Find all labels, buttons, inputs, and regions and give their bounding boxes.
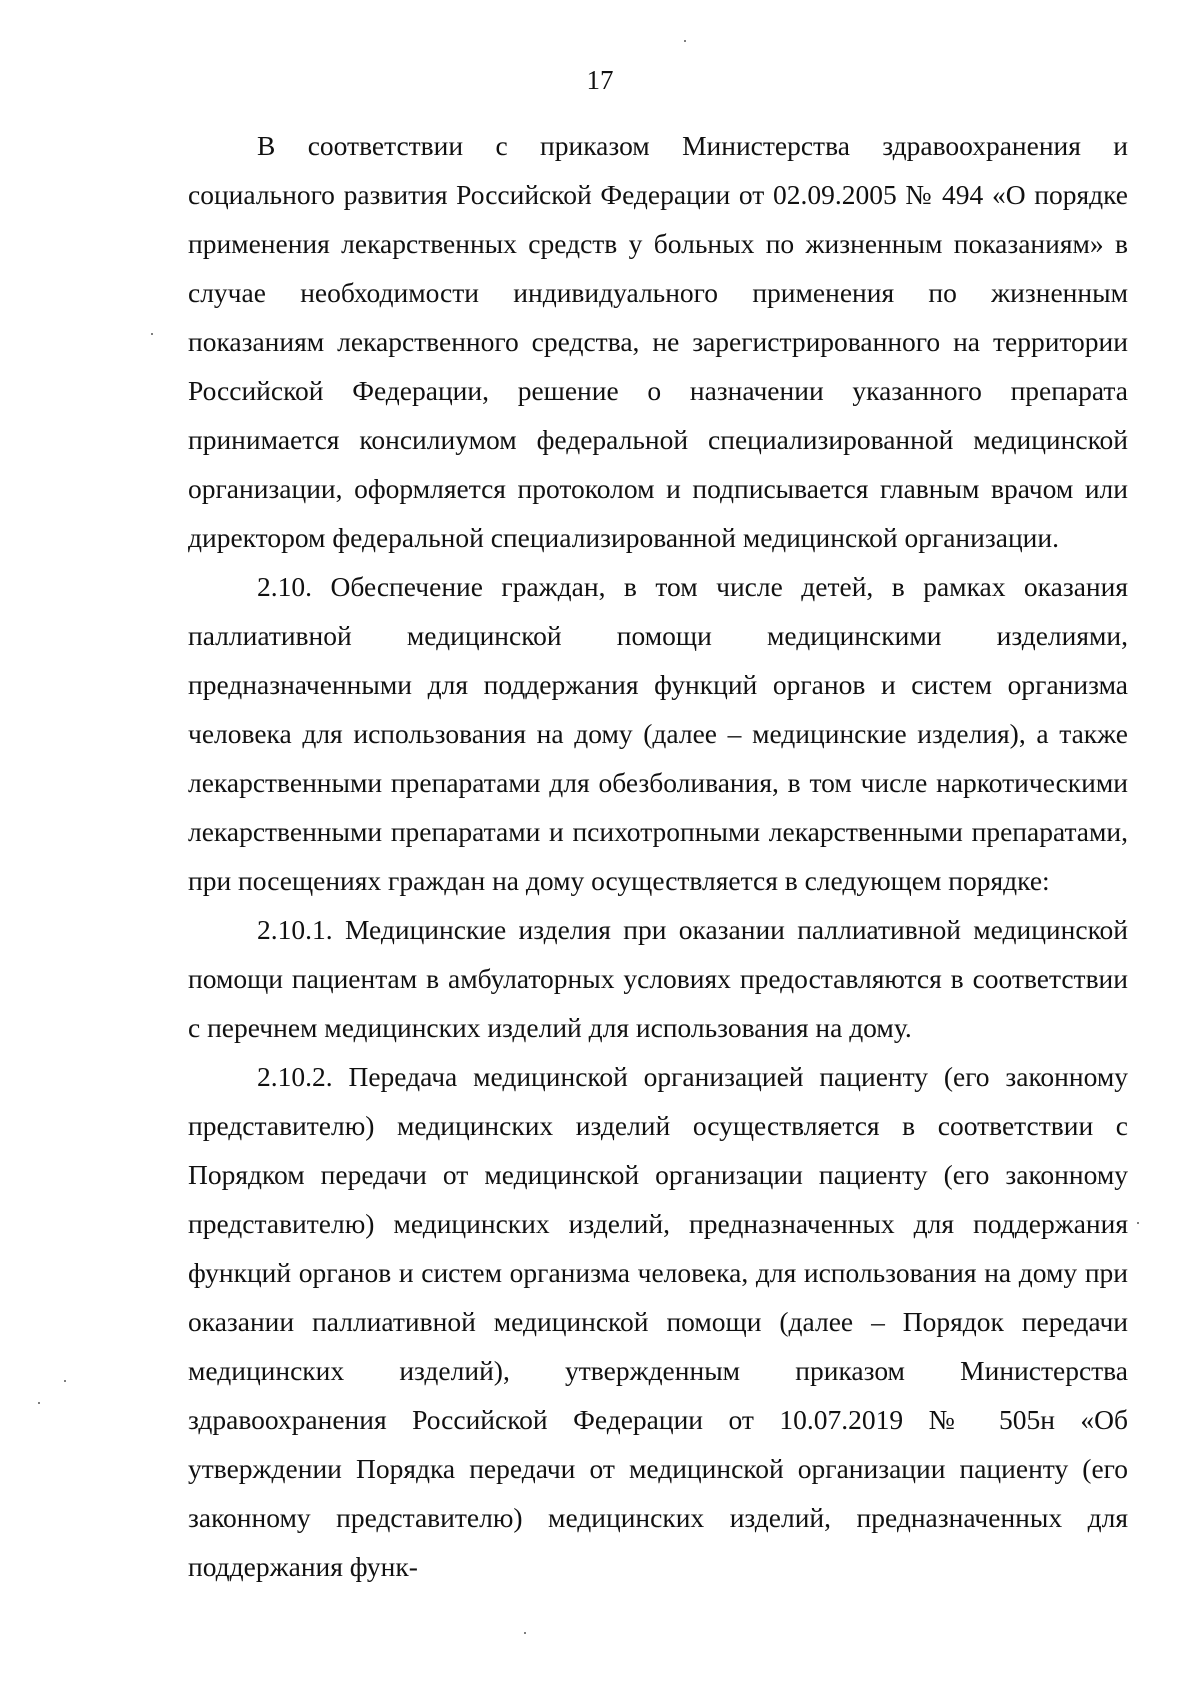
scan-speck <box>1137 1222 1139 1224</box>
paragraph-ministry-order: В соответствии с приказом Министерства здравоохранения и социального развития Российской Федерации от 02.09.2005 № 494 «О порядке применения лекарственных средств у больных по жизненным показаниям» в случае необходимости индивидуального применения по жизненным показаниям лекарственного средства, не зарегистрированного на территории Российской Федерации, решение о назначении указанного препарата принимается консилиумом федеральной специализированной медицинской организации, оформляется протоколом и подписывается главным врачом или директором федеральной специализированной медицинской организации. <box>188 130 1128 553</box>
document-body <box>188 121 1128 1591</box>
scan-speck <box>38 1402 40 1404</box>
paragraph-2-10-2: 2.10.2. Передача медицинской организацией пациенту (его законному представителю) медицинских изделий осуществляется в соответствии с Порядком передачи от медицинской организации пациенту (его законному представителю) медицинских изделий, предназначенных для поддержания функций органов и систем организма человека, для использования на дому при оказании паллиативной медицинской помощи (далее – Порядок передачи медицинских изделий), утвержденным приказом Министерства здравоохранения Российской Федерации от 10.07.2019 № 505н «Об утверждении Порядка передачи от медицинской организации пациенту (его законному представителю) медицинских изделий, предназначенных для поддержания функ- <box>188 1061 1128 1582</box>
paragraph-2-10-1: 2.10.1. Медицинские изделия при оказании паллиативной медицинской помощи пациентам в амбулаторных условиях предоставляются в соответствии с перечнем медицинских изделий для использования на дому. <box>188 914 1128 1043</box>
paragraph-2-10: 2.10. Обеспечение граждан, в том числе детей, в рамках оказания паллиативной медицинской помощи медицинскими изделиями, предназначенными для поддержания функций органов и систем организма человека для использования на дому (далее – медицинские изделия), а также лекарственными препаратами для обезболивания, в том числе наркотическими лекарственными препаратами и психотропными лекарственными препаратами, при посещениях граждан на дому осуществляется в следующем порядке: <box>188 571 1128 896</box>
scan-speck <box>64 1380 66 1382</box>
scan-speck <box>684 40 686 42</box>
scan-speck <box>524 1632 526 1634</box>
scan-speck <box>151 333 153 335</box>
page-number: 17 <box>586 65 614 95</box>
